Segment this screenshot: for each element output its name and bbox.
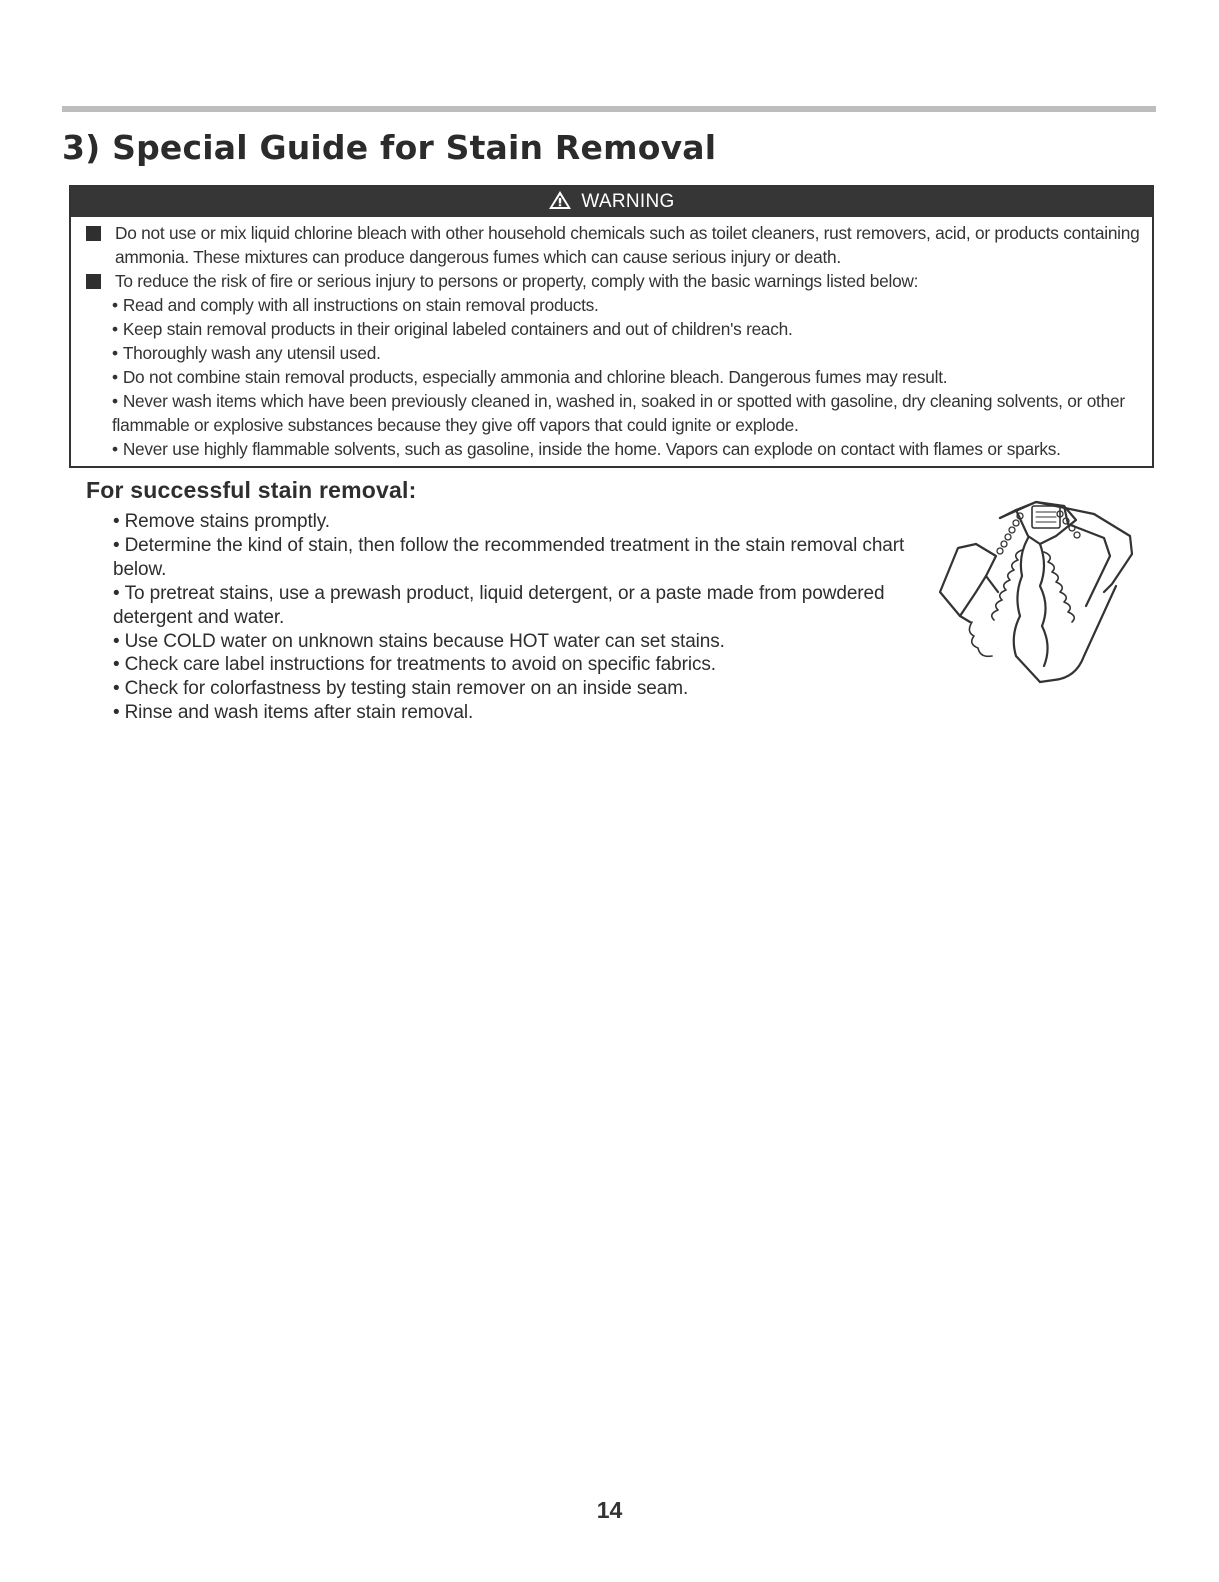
- warning-header: [71, 187, 1152, 217]
- tip-item: • To pretreat stains, use a prewash product, liquid detergent, or a paste made from powdered detergent and water.: [113, 582, 885, 628]
- tip-item: • Check care label instructions for treatments to avoid on specific fabrics.: [113, 654, 716, 676]
- square-bullet-icon: [86, 226, 101, 241]
- top-divider: [62, 106, 1156, 112]
- tip-item: • Use COLD water on unknown stains because HOT water can set stains.: [113, 630, 725, 652]
- warning-item-text: To reduce the risk of fire or serious injury to persons or property, comply with the basic warnings listed below:: [115, 271, 919, 291]
- warning-sub-item: • Do not combine stain removal products, especially ammonia and chlorine bleach. Dangerous fumes may result.: [112, 367, 948, 387]
- square-bullet-icon: [86, 274, 101, 289]
- warning-sub-item: • Never use highly flammable solvents, such as gasoline, inside the home. Vapors can explode on contact with flames or sparks.: [112, 439, 1061, 459]
- tip-item: • Rinse and wash items after stain removal.: [113, 702, 474, 724]
- warning-sub-item: • Never wash items which have been previously cleaned in, washed in, soaked in or spotted with gasoline, dry cleaning solvents, or other flammable or explosive substances because they give off vapors that could ignite or explode.: [112, 391, 1125, 435]
- folded-shirt-icon: [936, 496, 1136, 686]
- warning-title: WARNING: [581, 191, 675, 212]
- warning-item: [71, 221, 1152, 269]
- tip-item: • Remove stains promptly.: [113, 511, 330, 532]
- warning-sub-item: • Read and comply with all instructions on stain removal products.: [112, 295, 599, 315]
- tip-item: • Check for colorfastness by testing stain remover on an inside seam.: [113, 678, 689, 700]
- warning-item: [71, 269, 1152, 293]
- warning-body: [71, 221, 1152, 461]
- page-number: 14: [596, 1497, 623, 1523]
- tips-list: [113, 510, 913, 725]
- warning-sub-list: [71, 293, 1152, 461]
- warning-box: [69, 185, 1154, 468]
- warning-sub-item: • Keep stain removal products in their original labeled containers and out of children's reach.: [112, 319, 793, 339]
- warning-sub-item: • Thoroughly wash any utensil used.: [112, 343, 381, 363]
- warning-triangle-icon: [548, 190, 572, 210]
- tips-heading: For successful stain removal:: [86, 477, 417, 503]
- warning-item-text: Do not use or mix liquid chlorine bleach with other household chemicals such as toilet cleaners, rust removers, acid, or products containing ammonia. These mixtures can produce dangerous fumes which can cause serious injury or death.: [115, 223, 1140, 267]
- page-title: 3) Special Guide for Stain Removal: [62, 128, 717, 167]
- tip-item: • Determine the kind of stain, then follow the recommended treatment in the stain removal chart below.: [113, 534, 905, 580]
